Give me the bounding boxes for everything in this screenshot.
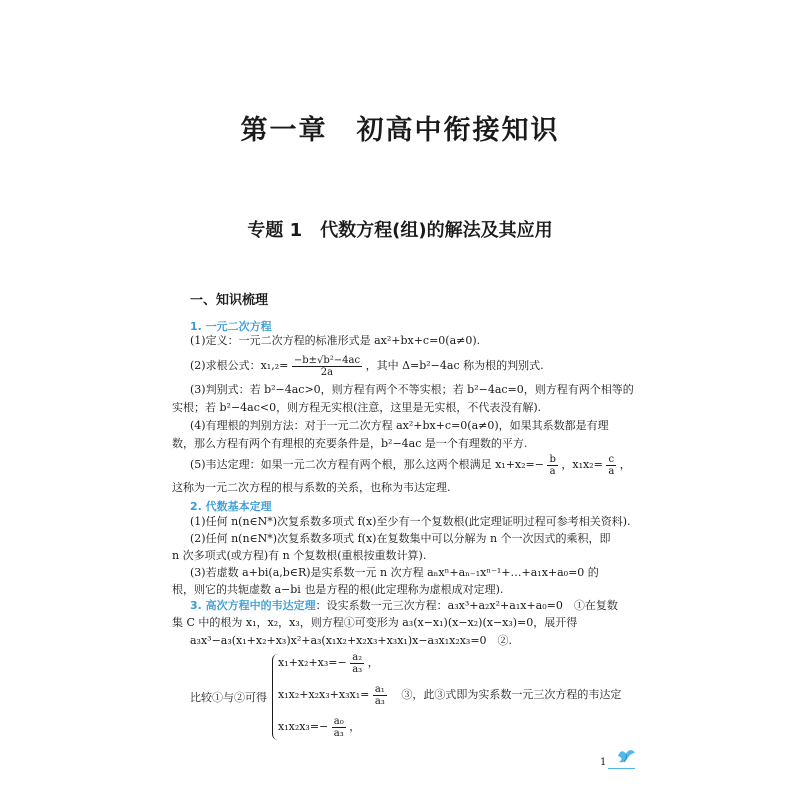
paragraph-fundamental-1: (1)任何 n(n∈N*)次复系数多项式 f(x)至少有一个复数根(此定理证明过程可参考相关资料). xyxy=(190,515,631,528)
paragraph-root-formula xyxy=(190,353,544,379)
vieta-fraction-b-a xyxy=(547,454,557,477)
eq3-end: ， xyxy=(349,720,361,733)
paragraph-discriminant-1: (3)判别式：若 b²−4ac>0，则方程有两个不等实根；若 b²−4ac=0，则方程有两个相等的 xyxy=(190,383,634,396)
paragraph-definition: (1)定义：一元二次方程的标准形式是 ax²+bx+c=0(a≠0). xyxy=(190,334,481,347)
eq1-num: a₂ xyxy=(352,651,363,663)
vieta-fraction-c-a xyxy=(606,454,616,477)
eq3-prefix: x₁x₂x₃=− xyxy=(278,720,329,733)
eq1-end: ， xyxy=(367,656,379,669)
vieta-end: ， xyxy=(619,458,631,471)
topic-title: 专题 1 代数方程(组)的解法及其应用 xyxy=(247,220,553,241)
vieta-cubic-eq2 xyxy=(278,682,621,708)
eq3-num: a₀ xyxy=(333,715,344,727)
paragraph-conjugate-2: 根，则它的共轭虚数 a−bi 也是方程的根(此定理称为虚根成对定理). xyxy=(172,583,504,596)
eq3-den: a₃ xyxy=(333,727,344,739)
paragraph-fundamental-2b: n 次多项式(或方程)有 n 个复数根(重根按重数计算). xyxy=(172,549,427,562)
page-number: 1 xyxy=(600,757,607,768)
vieta-cubic-eq1 xyxy=(278,650,379,676)
paragraph-vieta-2: 这称为一元二次方程的根与系数的关系，也称为韦达定理. xyxy=(172,481,451,494)
compare-label: 比较①与②可得 xyxy=(190,691,267,704)
sub-heading-2: 2. 代数基本定理 xyxy=(190,500,272,513)
sub-heading-3: 3. 高次方程中的韦达定理 xyxy=(190,599,316,612)
eq1-den: a₃ xyxy=(352,663,363,675)
vieta-frac2-den: a xyxy=(608,465,615,477)
root-formula-suffix: ，其中 Δ=b²−4ac 称为根的判别式. xyxy=(365,359,544,372)
vieta-cubic-eq3 xyxy=(278,714,360,740)
paragraph-rational-1: (4)有理根的判别方法：对于一元二次方程 ax²+bx+c=0(a≠0)，如果其系数都是有理 xyxy=(190,419,609,432)
bird-logo-icon xyxy=(614,746,638,768)
chapter-title: 第一章 初高中衔接知识 xyxy=(240,115,560,146)
vieta-mid: ，x₁x₂= xyxy=(561,458,603,471)
eq1-prefix: x₁+x₂+x₃=− xyxy=(278,656,347,669)
paragraph-cubic-1 xyxy=(190,599,618,613)
paragraph-rational-2: 数，那么方程有两个有理根的充要条件是，b²−4ac 是一个有理数的平方. xyxy=(172,437,528,450)
root-formula-denominator: 2a xyxy=(320,366,334,378)
root-formula-fraction xyxy=(292,355,362,378)
vieta-frac1-den: a xyxy=(549,465,556,477)
cubic-line1-rest: ：设实系数一元三次方程：a₃x³+a₂x²+a₁x+a₀=0 ①在复数 xyxy=(315,599,618,612)
section-title: 一、知识梳理 xyxy=(190,293,269,308)
paragraph-vieta xyxy=(190,452,631,478)
eq2-suffix: ③，此③式即为实系数一元三次方程的韦达定 xyxy=(390,688,622,701)
eq2-prefix: x₁x₂+x₂x₃+x₃x₁= xyxy=(278,688,370,701)
root-formula-prefix: (2)求根公式：x₁,₂= xyxy=(190,359,289,372)
eq2-num: a₁ xyxy=(374,683,385,695)
vieta-prefix: (5)韦达定理：如果一元二次方程有两个根，那么这两个根满足 x₁+x₂=− xyxy=(190,458,544,471)
eq1-fraction xyxy=(350,652,364,675)
paragraph-conjugate-1: (3)若虚数 a+bi(a,b∈R)是实系数一元 n 次方程 aₙxⁿ+aₙ₋₁xⁿ⁻¹+…+a₁x+a₀=0 的 xyxy=(190,566,599,579)
paragraph-cubic-3: a₃x³−a₃(x₁+x₂+x₃)x²+a₃(x₁x₂+x₂x₃+x₃x₁)x−a₃x₁x₂x₃=0 ②. xyxy=(190,634,513,647)
eq2-fraction xyxy=(373,684,387,707)
paragraph-discriminant-2: 实根；若 b²−4ac<0，则方程无实根(注意，这里是无实根，不代表没有解). xyxy=(172,401,542,414)
paragraph-cubic-2: 集 C 中的根为 x₁，x₂，x₃，则方程①可变形为 a₃(x−x₁)(x−x₂)(x−x₃)=0，展开得 xyxy=(172,616,578,629)
vieta-frac1-num: b xyxy=(549,453,556,465)
eq2-den: a₃ xyxy=(374,695,385,707)
vieta-frac2-num: c xyxy=(606,454,616,466)
root-formula-numerator: −b±√b²−4ac xyxy=(293,354,361,366)
sub-heading-1: 1. 一元二次方程 xyxy=(190,320,272,333)
paragraph-fundamental-2a: (2)任何 n(n∈N*)次复系数多项式 f(x)在复数集中可以分解为 n 个一次因式的乘积，即 xyxy=(190,532,611,545)
eq3-fraction xyxy=(332,716,346,739)
footer-rule xyxy=(608,768,635,769)
